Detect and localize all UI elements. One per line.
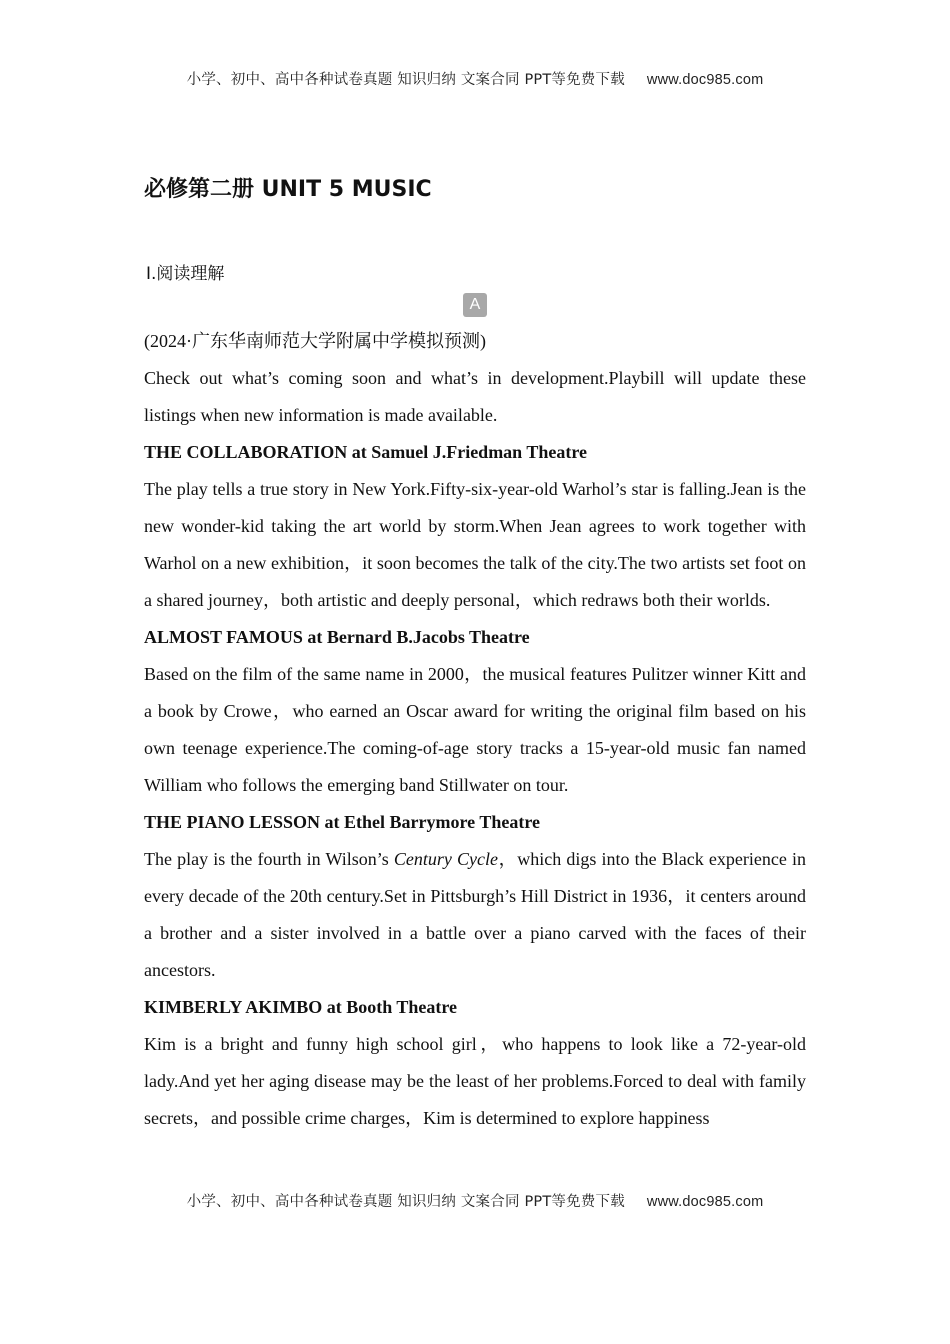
century-cycle-title: Century Cycle [393, 849, 498, 869]
show-body-kimberly-akimbo: Kim is a bright and funny high school girl，who happens to look like a 72-year-old lady.And yet her aging disease may be the least of her problems.Forced to deal with family secrets，and possible crime charges，Kim is determined to explore happiness [144, 1034, 806, 1128]
document-title: 必修第二册 UNIT 5 MUSIC [144, 177, 432, 202]
section-label: Ⅰ.阅读理解 [146, 264, 225, 284]
show-body-almost-famous: Based on the film of the same name in 2000，the musical features Pulitzer winner Kitt and a book by Crowe，who earned an Oscar award for writing the original film based on his own teenage experience.The coming-of-age story tracks a 15-year-old music fan named William who follows the emerging band Stillwater on tour. [144, 664, 806, 795]
passage-intro: Check out what’s coming soon and what’s in development.Playbill will update these listings when new information is made available. [144, 368, 806, 425]
show-heading-collaboration: THE COLLABORATION at Samuel J.Friedman Theatre [144, 442, 588, 462]
header-site-link[interactable]: www.doc985.com [646, 72, 764, 88]
passage-content [144, 323, 806, 1137]
show-heading-piano-lesson: THE PIANO LESSON at Ethel Barrymore Theatre [144, 812, 540, 832]
piano-lesson-text-before: The play is the fourth in Wilson’s [144, 849, 394, 869]
show-body-piano-lesson [144, 841, 806, 989]
show-heading-almost-famous: ALMOST FAMOUS at Bernard B.Jacobs Theatre [144, 627, 530, 647]
header-text: 小学、初中、高中各种试卷真题 知识归纳 文案合同 PPT等免费下载 [186, 72, 625, 88]
show-body-collaboration: The play tells a true story in New York.Fifty-six-year-old Warhol’s star is falling.Jean is the new wonder-kid taking the art world by storm.When Jean agrees to work together with Warhol on a new exhibition，it soon becomes the talk of the city.The two artists set foot on a shared journey，both artistic and deeply personal，which redraws both their worlds. [144, 479, 806, 610]
show-heading-kimberly-akimbo: KIMBERLY AKIMBO at Booth Theatre [144, 997, 458, 1017]
piano-lesson-text-after: ，which digs into the Black experience in every decade of the 20th century.Set in Pittsburgh’s Hill District in 1936，it centers around a brother and a sister involved in a battle over a piano carved with the faces of their ancestors. [144, 849, 806, 980]
page-header [0, 68, 950, 89]
passage-source: (2024·广东华南师范大学附属中学模拟预测) [144, 331, 486, 351]
footer-text: 小学、初中、高中各种试卷真题 知识归纳 文案合同 PPT等免费下载 [186, 1194, 625, 1210]
passage-badge: A [463, 293, 487, 317]
footer-site-link[interactable]: www.doc985.com [646, 1194, 764, 1210]
page-footer [0, 1190, 950, 1211]
